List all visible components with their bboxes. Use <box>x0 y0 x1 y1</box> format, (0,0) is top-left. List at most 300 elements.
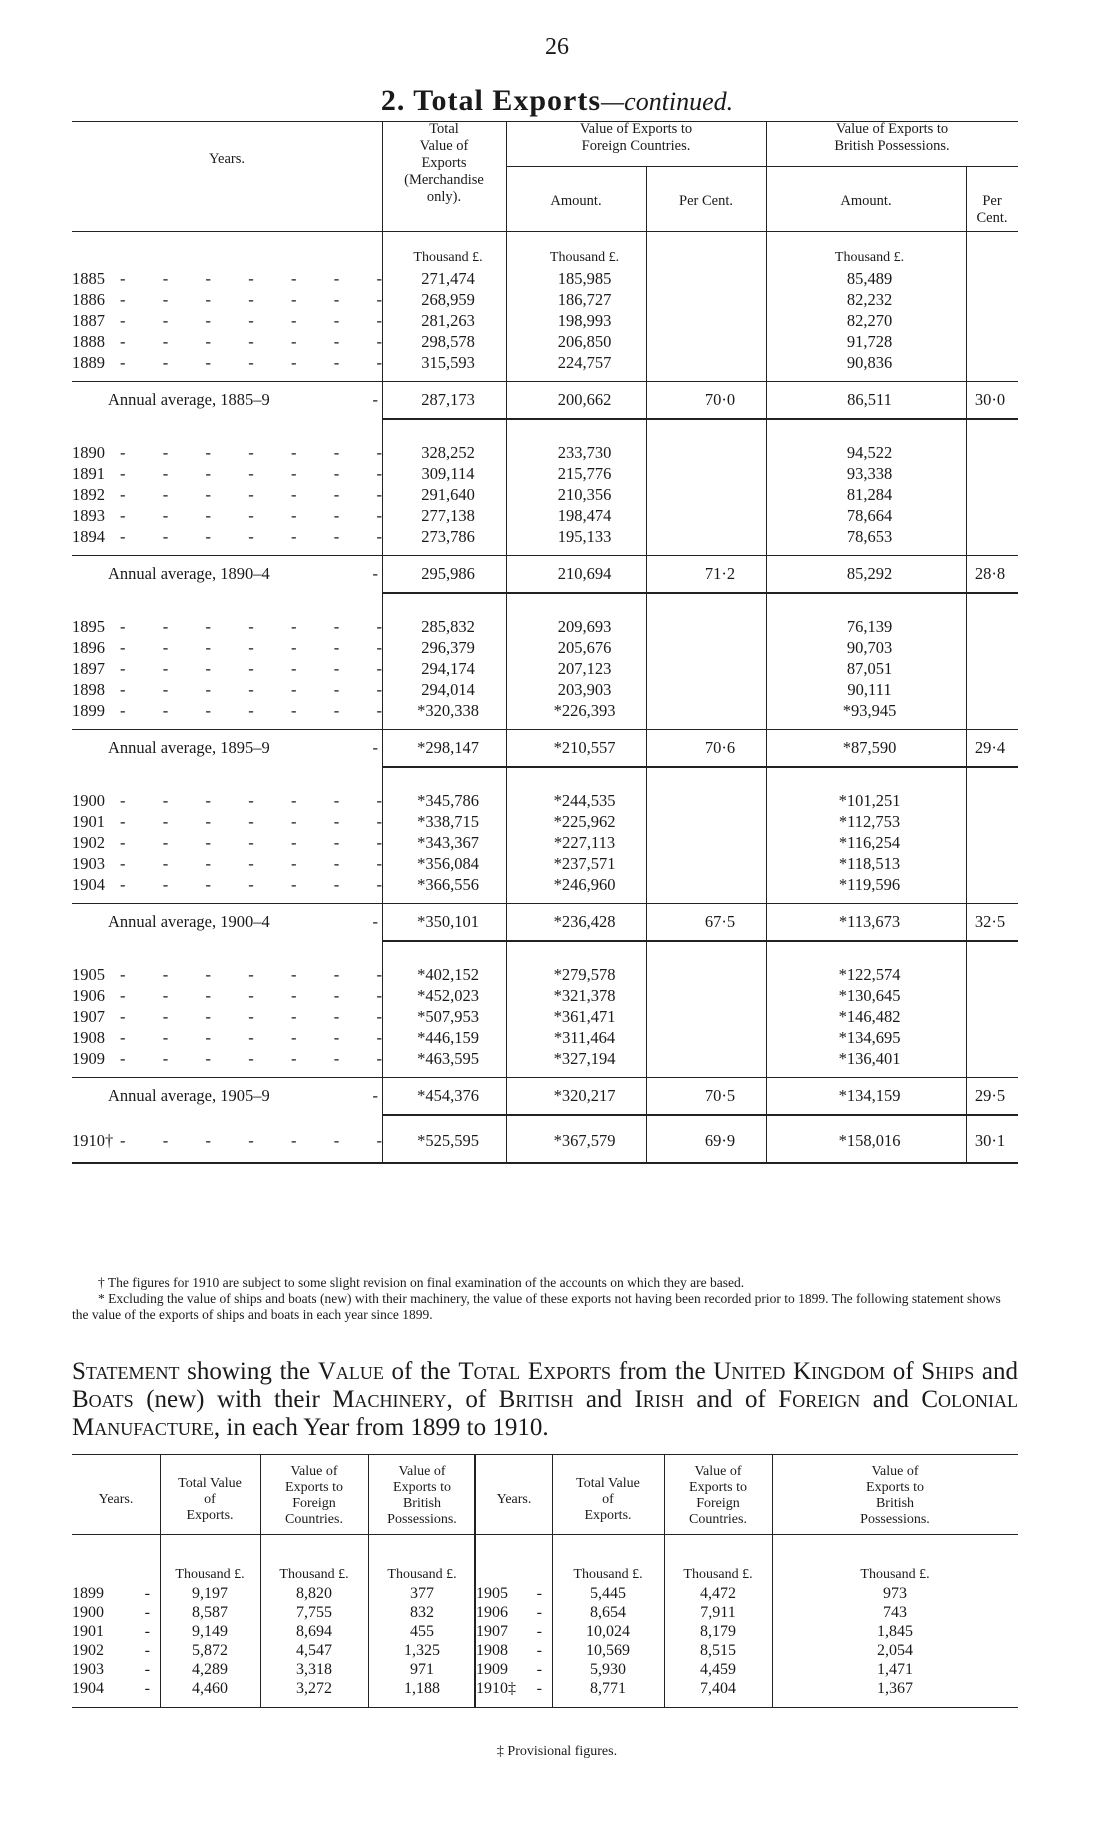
foreign-amount: *225,962 <box>553 812 616 831</box>
ships-year-dash: - <box>144 1604 150 1621</box>
ships-british: 973 <box>883 1585 907 1602</box>
leader-dashes: - - - - - - - <box>120 464 382 483</box>
average-foreign-pct: 70·5 <box>704 1086 736 1105</box>
ships-unit: Thousand £. <box>387 1567 457 1582</box>
leader-dashes: - - - - - - - <box>120 791 382 810</box>
ships-year-dash: - <box>144 1623 150 1640</box>
ships-year-dash: - <box>536 1585 542 1602</box>
average-british: *134,159 <box>838 1086 901 1105</box>
ships-unit: Thousand £. <box>573 1567 643 1582</box>
foreign-amount: *227,113 <box>553 833 616 852</box>
foreign-amount: *226,393 <box>553 701 616 720</box>
average-label: Annual average, 1905–9 <box>108 1086 270 1105</box>
ships-year-dash: - <box>536 1680 542 1697</box>
header-foreign-amount: Amount. <box>550 193 602 209</box>
unit-british: Thousand £. <box>834 250 905 265</box>
rule-line <box>382 940 1018 942</box>
year-row-label <box>72 268 382 289</box>
year-row-label <box>72 658 382 679</box>
ships-header-foreign-line: Countries. <box>689 1512 747 1527</box>
year-row-label <box>72 832 382 853</box>
year-row-label <box>72 505 382 526</box>
average-british-pct: 32·5 <box>974 912 1006 931</box>
foreign-amount: 210,356 <box>557 485 612 504</box>
stmt-w1: Statement <box>72 1358 180 1385</box>
rule-line <box>72 1707 1018 1708</box>
ships-foreign: 4,547 <box>296 1642 332 1659</box>
ships-british: 2,054 <box>877 1642 913 1659</box>
average-british: 85,292 <box>846 564 893 583</box>
british-amount: *146,482 <box>838 1007 901 1026</box>
foreign-amount: *321,378 <box>553 986 616 1005</box>
year-row-label <box>72 637 382 658</box>
column-rule <box>368 1454 369 1707</box>
rule-line <box>506 166 1018 167</box>
ships-header-foreign <box>260 1464 368 1528</box>
year-label: 1901 <box>72 812 105 831</box>
column-rule <box>646 166 647 1162</box>
leader-dashes: - - - - - - - <box>120 638 382 657</box>
header-total-line: (Merchandise <box>404 172 484 188</box>
ships-unit: Thousand £. <box>279 1567 349 1582</box>
average-total: 287,173 <box>421 390 475 409</box>
ships-total: 5,445 <box>590 1585 626 1602</box>
average-foreign-pct: 70·6 <box>704 738 736 757</box>
ships-year-cell <box>72 1583 154 1604</box>
ships-header-foreign-line: Exports to <box>689 1480 747 1495</box>
leader-dashes: - - - - - - - <box>120 311 382 330</box>
year-row-label <box>72 352 382 373</box>
average-dash: - <box>372 564 378 583</box>
ships-total: 5,930 <box>590 1661 626 1678</box>
rule-line <box>72 729 1018 730</box>
average-label: Annual average, 1890–4 <box>108 564 270 583</box>
foreign-amount: 198,993 <box>557 311 612 330</box>
ships-total: 9,149 <box>192 1623 228 1640</box>
title-suffix: —continued. <box>601 87 734 116</box>
average-label: Annual average, 1900–4 <box>108 912 270 931</box>
leader-dashes: - - - - - - - <box>120 833 382 852</box>
average-british-pct: 30·0 <box>974 390 1006 409</box>
british-amount: 94,522 <box>846 443 893 462</box>
year-label: 1890 <box>72 443 105 462</box>
final-total: *525,595 <box>417 1131 479 1150</box>
ships-total: 4,460 <box>192 1680 228 1697</box>
rule-line <box>72 231 1018 232</box>
ships-header-british-line: Possessions. <box>387 1512 457 1527</box>
ships-header-british <box>368 1464 476 1528</box>
title-main: 2. Total Exports <box>380 84 602 117</box>
ships-header-foreign <box>664 1464 772 1528</box>
average-dash: - <box>372 1086 378 1105</box>
foreign-amount: 206,850 <box>557 332 612 351</box>
foreign-amount: *244,535 <box>553 791 616 810</box>
average-dash: - <box>372 738 378 757</box>
ships-year-cell <box>72 1640 154 1661</box>
year-row-label <box>72 853 382 874</box>
leader-dashes: - - - - - - - <box>120 353 382 372</box>
ships-year-cell <box>476 1640 546 1661</box>
ships-foreign: 4,472 <box>700 1585 736 1602</box>
british-amount: 90,836 <box>846 353 893 372</box>
british-amount: *112,753 <box>838 812 901 831</box>
foreign-amount: 224,757 <box>557 353 612 372</box>
british-amount: *118,513 <box>838 854 901 873</box>
total-value: *446,159 <box>417 1028 479 1047</box>
column-rule <box>772 1454 773 1707</box>
year-label: 1896 <box>72 638 105 657</box>
ships-header-foreign-line: Exports to <box>285 1480 343 1495</box>
table-notes <box>72 1275 1018 1323</box>
ships-year-cell <box>476 1621 546 1642</box>
total-value: 273,786 <box>421 527 475 546</box>
note-dagger: † The figures for 1910 are subject to some slight revision on final examination of the accounts on which they are based. <box>98 1275 745 1290</box>
statement-heading <box>72 1358 1018 1442</box>
average-foreign-pct: 71·2 <box>704 564 736 583</box>
ships-header-total-line: of <box>204 1492 216 1507</box>
ships-year-dash: - <box>144 1585 150 1602</box>
ships-header-foreign-line: Value of <box>290 1464 338 1479</box>
year-label: 1906 <box>72 986 105 1005</box>
column-rule <box>766 121 767 1162</box>
header-foreign-pct: Per Cent. <box>679 193 733 209</box>
ships-british: 743 <box>883 1604 907 1621</box>
year-label: 1895 <box>72 617 105 636</box>
ships-year-dash: - <box>144 1680 150 1697</box>
stmt-t4: of <box>885 1358 922 1385</box>
total-value: 268,959 <box>421 290 475 309</box>
ships-year-cell <box>72 1602 154 1623</box>
stmt-w11: Colonial Manufacture <box>72 1386 1018 1441</box>
final-row-label <box>72 1130 382 1151</box>
leader-dashes: - - - - - - - <box>120 875 382 894</box>
average-british: *113,673 <box>838 912 901 931</box>
ships-header-british-line: Possessions. <box>860 1512 930 1527</box>
column-rule <box>664 1454 665 1707</box>
rule-line <box>382 418 1018 420</box>
ships-foreign: 8,820 <box>296 1585 332 1602</box>
ships-year-cell <box>476 1583 546 1604</box>
stmt-t3: from the <box>611 1358 714 1385</box>
total-value: 296,379 <box>421 638 475 657</box>
year-label: 1887 <box>72 311 105 330</box>
year-label: 1893 <box>72 506 105 525</box>
total-value: *402,152 <box>417 965 479 984</box>
final-british-pct: 30·1 <box>974 1131 1006 1150</box>
header-british-line: British Possessions. <box>834 138 950 154</box>
unit-total: Thousand £. <box>413 250 483 265</box>
total-value: *320,338 <box>417 701 479 720</box>
ships-total: 9,197 <box>192 1585 228 1602</box>
header-british-amount: Amount. <box>840 193 892 209</box>
ships-total: 10,569 <box>586 1642 630 1659</box>
stmt-w10: Foreign <box>778 1386 861 1413</box>
header-years: Years. <box>209 151 245 167</box>
ships-foreign: 4,459 <box>700 1661 736 1678</box>
ships-foreign: 7,755 <box>296 1604 332 1621</box>
year-label: 1907 <box>72 1007 105 1026</box>
foreign-amount: 233,730 <box>557 443 612 462</box>
average-dash: - <box>372 390 378 409</box>
ships-year-cell <box>476 1678 546 1699</box>
header-foreign-line: Value of Exports to <box>579 121 693 137</box>
ships-year-dash: - <box>536 1604 542 1621</box>
stmt-w3: Total Exports <box>458 1358 612 1385</box>
average-label: Annual average, 1885–9 <box>108 390 270 409</box>
header-total-line: Total <box>429 121 459 137</box>
ships-year: 1901 <box>72 1623 104 1640</box>
foreign-amount: 215,776 <box>557 464 612 483</box>
ships-year: 1903 <box>72 1661 104 1678</box>
header-british-line: Value of Exports to <box>835 121 949 137</box>
year-row-label <box>72 874 382 895</box>
foreign-amount: 209,693 <box>557 617 612 636</box>
ships-year: 1910‡ <box>476 1680 516 1697</box>
stmt-t6: (new) with their <box>133 1386 333 1413</box>
year-row-label <box>72 463 382 484</box>
total-value: *338,715 <box>417 812 479 831</box>
british-amount: 78,664 <box>846 506 893 525</box>
year-row-label <box>72 1006 382 1027</box>
header-total-line: Exports <box>421 155 467 171</box>
ships-foreign: 7,911 <box>700 1604 736 1621</box>
total-value: 294,014 <box>421 680 475 699</box>
stmt-t2: of the <box>383 1358 459 1385</box>
stmt-t10: and <box>860 1386 922 1413</box>
leader-dashes: - - - - - - - <box>120 1131 382 1150</box>
stmt-t5: and <box>974 1358 1018 1385</box>
average-foreign: *320,217 <box>553 1086 616 1105</box>
average-british: 86,511 <box>847 390 892 409</box>
british-amount: 82,270 <box>846 311 893 330</box>
ships-british: 1,471 <box>877 1661 913 1678</box>
british-amount: 93,338 <box>846 464 893 483</box>
foreign-amount: 203,903 <box>557 680 612 699</box>
ships-header-foreign-line: Value of <box>694 1464 742 1479</box>
year-label: 1904 <box>72 875 105 894</box>
total-value: *345,786 <box>417 791 479 810</box>
total-value: 328,252 <box>421 443 475 462</box>
total-value: 298,578 <box>421 332 475 351</box>
ships-total: 8,771 <box>590 1680 626 1697</box>
leader-dashes: - - - - - - - <box>120 332 382 351</box>
total-value: 271,474 <box>421 269 475 288</box>
column-rule <box>966 166 967 1162</box>
ships-unit: Thousand £. <box>175 1567 245 1582</box>
stmt-w7: Machinery <box>332 1386 447 1413</box>
final-foreign-pct: 69·9 <box>704 1131 736 1150</box>
ships-year-dash: - <box>144 1642 150 1659</box>
foreign-amount: 186,727 <box>557 290 612 309</box>
british-amount: 90,703 <box>846 638 893 657</box>
ships-year-dash: - <box>536 1661 542 1678</box>
average-row-label <box>72 911 382 932</box>
leader-dashes: - - - - - - - <box>120 701 382 720</box>
ships-total: 5,872 <box>192 1642 228 1659</box>
foreign-amount: 198,474 <box>557 506 612 525</box>
year-label: 1909 <box>72 1049 105 1068</box>
header-total <box>382 121 506 206</box>
ships-year-dash: - <box>536 1642 542 1659</box>
average-foreign-pct: 67·5 <box>704 912 736 931</box>
leader-dashes: - - - - - - - <box>120 506 382 525</box>
rule-line <box>72 381 1018 382</box>
ships-header-foreign-line: Foreign <box>292 1496 336 1511</box>
foreign-amount: *311,464 <box>553 1028 616 1047</box>
ships-header-total-line: of <box>602 1492 614 1507</box>
ships-year-cell <box>476 1602 546 1623</box>
british-amount: *136,401 <box>838 1049 901 1068</box>
rule-line <box>72 1162 1018 1164</box>
rule-line <box>72 555 1018 556</box>
ships-header-british-line: British <box>875 1496 915 1511</box>
ships-year-cell <box>72 1659 154 1680</box>
british-amount: *93,945 <box>842 701 897 720</box>
year-label: 1897 <box>72 659 105 678</box>
british-amount: 81,284 <box>846 485 893 504</box>
column-rule <box>382 121 383 1162</box>
rule-line <box>72 1077 1018 1078</box>
stmt-w8: British <box>498 1386 574 1413</box>
header-total-line: only). <box>426 189 462 205</box>
average-foreign-pct: 70·0 <box>704 390 736 409</box>
leader-dashes: - - - - - - - <box>120 1028 382 1047</box>
unit-foreign: Thousand £. <box>549 250 620 265</box>
year-row-label <box>72 811 382 832</box>
ships-year: 1904 <box>72 1680 104 1697</box>
british-amount: 87,051 <box>846 659 893 678</box>
british-amount: *116,254 <box>838 833 901 852</box>
average-total: *350,101 <box>417 912 479 931</box>
stmt-t1: showing the <box>179 1358 318 1385</box>
rule-line <box>382 592 1018 594</box>
final-foreign: *367,579 <box>553 1131 616 1150</box>
year-row-label <box>72 289 382 310</box>
british-amount: 76,139 <box>846 617 893 636</box>
year-row-label <box>72 679 382 700</box>
leader-dashes: - - - - - - - <box>120 290 382 309</box>
stmt-w9: Irish <box>634 1386 684 1413</box>
ships-header-british-line: Value of <box>871 1464 919 1479</box>
total-value: 277,138 <box>421 506 475 525</box>
year-row-label <box>72 484 382 505</box>
leader-dashes: - - - - - - - <box>120 680 382 699</box>
ships-year-dash: - <box>536 1623 542 1640</box>
leader-dashes: - - - - - - - <box>120 443 382 462</box>
year-label: 1894 <box>72 527 105 546</box>
ships-british: 832 <box>410 1604 434 1621</box>
leader-dashes: - - - - - - - <box>120 812 382 831</box>
average-foreign: *236,428 <box>553 912 616 931</box>
stmt-w2: Value <box>317 1358 384 1385</box>
total-value: *507,953 <box>417 1007 479 1026</box>
year-row-label <box>72 526 382 547</box>
rule-line <box>382 766 1018 768</box>
ships-year: 1906 <box>476 1604 508 1621</box>
header-foreign-line: Foreign Countries. <box>581 138 691 154</box>
ships-header-total <box>160 1476 260 1524</box>
ships-foreign: 3,318 <box>296 1661 332 1678</box>
british-amount: *101,251 <box>838 791 901 810</box>
total-value: *463,595 <box>417 1049 479 1068</box>
stmt-w6: Boats <box>72 1386 134 1413</box>
ships-total: 8,587 <box>192 1604 228 1621</box>
total-value: 294,174 <box>421 659 475 678</box>
ships-year-cell <box>72 1621 154 1642</box>
foreign-amount: 195,133 <box>557 527 612 546</box>
foreign-amount: 205,676 <box>557 638 612 657</box>
average-total: 295,986 <box>421 564 475 583</box>
total-value: *343,367 <box>417 833 479 852</box>
ships-header-british-line: Exports to <box>866 1480 924 1495</box>
stmt-t9: and of <box>683 1386 779 1413</box>
ships-header-total-line: Exports. <box>584 1508 632 1523</box>
ships-british: 1,367 <box>877 1680 913 1697</box>
leader-dashes: - - - - - - - <box>120 659 382 678</box>
year-label: 1900 <box>72 791 105 810</box>
british-amount: 85,489 <box>846 269 893 288</box>
year-label: 1888 <box>72 332 105 351</box>
british-amount: 82,232 <box>846 290 893 309</box>
ships-year: 1908 <box>476 1642 508 1659</box>
british-amount: *134,695 <box>838 1028 901 1047</box>
column-rule-double <box>474 1454 476 1707</box>
ships-british: 377 <box>410 1585 434 1602</box>
rule-line <box>72 1534 1018 1535</box>
british-amount: *122,574 <box>838 965 901 984</box>
total-value: 285,832 <box>421 617 475 636</box>
year-label: 1903 <box>72 854 105 873</box>
ships-foreign: 8,694 <box>296 1623 332 1640</box>
year-row-label <box>72 331 382 352</box>
total-value: *452,023 <box>417 986 479 1005</box>
year-row-label <box>72 442 382 463</box>
year-row-label <box>72 310 382 331</box>
year-label: 1886 <box>72 290 105 309</box>
provisional-footnote: ‡ Provisional figures. <box>496 1744 618 1759</box>
british-amount: 90,111 <box>847 680 892 699</box>
total-value: *366,556 <box>417 875 479 894</box>
leader-dashes: - - - - - - - <box>120 617 382 636</box>
average-foreign: 200,662 <box>557 390 612 409</box>
leader-dashes: - - - - - - - <box>120 1007 382 1026</box>
ships-unit: Thousand £. <box>683 1567 753 1582</box>
ships-british: 1,325 <box>404 1642 440 1659</box>
year-row-label <box>72 1027 382 1048</box>
total-value: 291,640 <box>421 485 475 504</box>
ships-british: 455 <box>410 1623 434 1640</box>
ships-header-british-line: Value of <box>398 1464 446 1479</box>
foreign-amount: *361,471 <box>553 1007 616 1026</box>
ships-foreign: 8,179 <box>700 1623 736 1640</box>
ships-header-total-line: Exports. <box>186 1508 234 1523</box>
ships-header-british-line: Exports to <box>393 1480 451 1495</box>
foreign-amount: 185,985 <box>557 269 612 288</box>
year-row-label <box>72 790 382 811</box>
year-row-label <box>72 700 382 721</box>
average-british-pct: 28·8 <box>974 564 1006 583</box>
ships-foreign: 7,404 <box>700 1680 736 1697</box>
ships-british: 1,845 <box>877 1623 913 1640</box>
year-label: 1908 <box>72 1028 105 1047</box>
average-foreign: *210,557 <box>553 738 616 757</box>
stmt-t8: and <box>573 1386 635 1413</box>
final-year: 1910† <box>72 1131 114 1150</box>
page-title <box>0 84 1114 118</box>
note-asterisk: * Excluding the value of ships and boats (new) with their machinery, the value of these exports not having been recorded prior to 1899. The following statement shows the value of the exports of ships and boats in each year since 1899. <box>72 1291 1001 1322</box>
leader-dashes: - - - - - - - <box>120 269 382 288</box>
ships-header-british-line: British <box>402 1496 442 1511</box>
